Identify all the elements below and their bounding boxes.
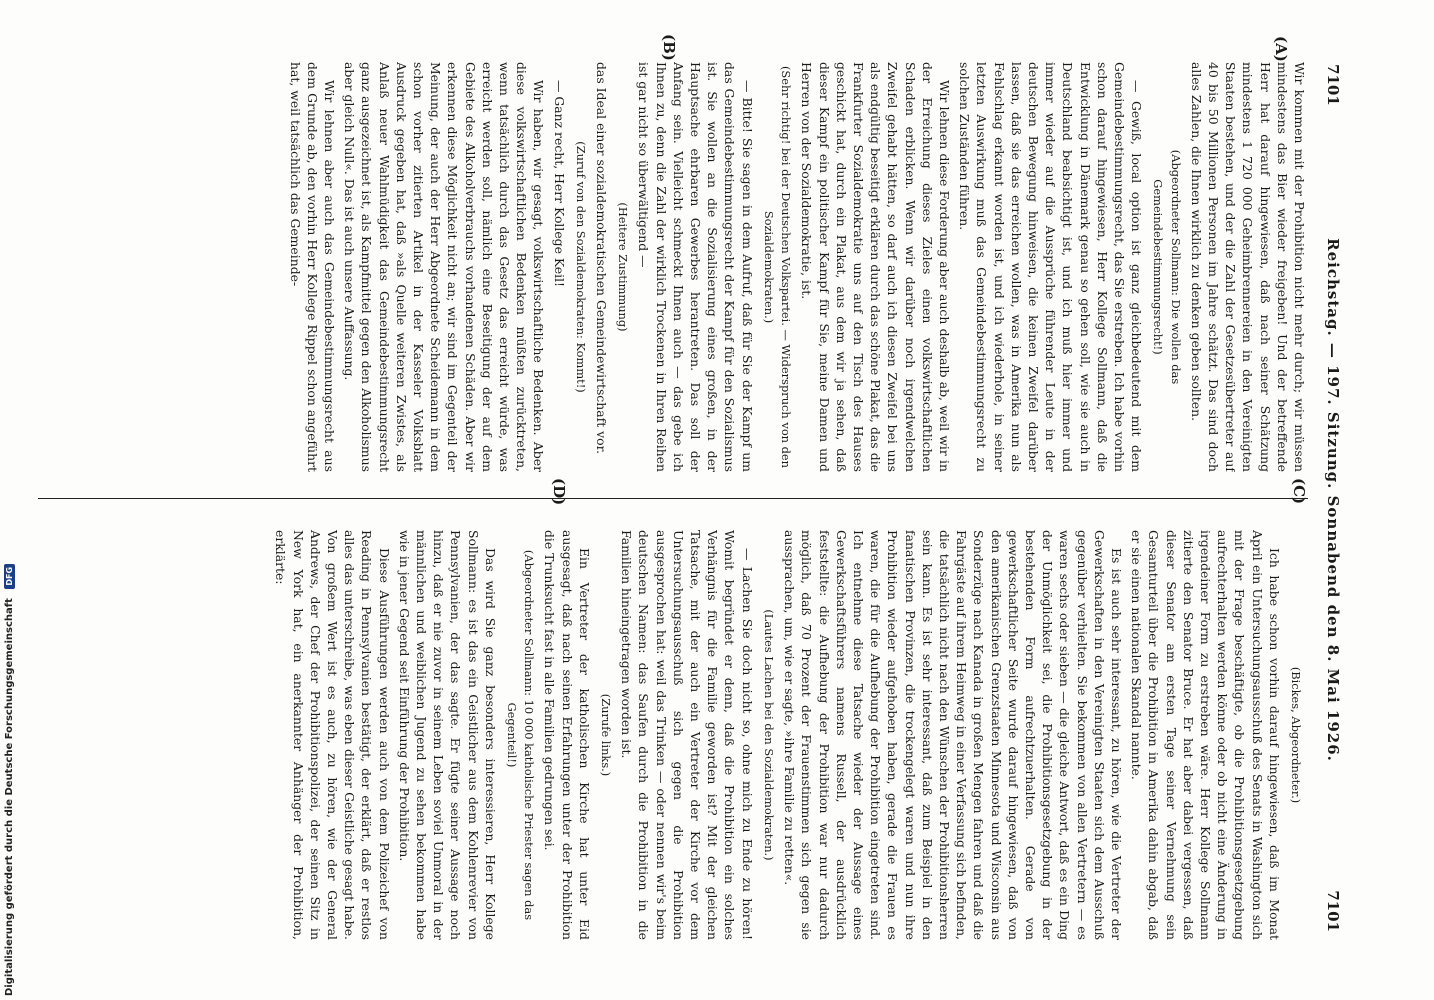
paragraph: Ich habe schon vorhin darauf hingewiesen, daß im Monat April ein Untersuchungsausschuß des Senats in Washington sich mit der Frage beschäftigte, ob die Prohibitionsgesetzgebung aufrechterhalten werden könne oder ob nicht eine Änderung in irgendeiner Form zu erstreben wäre. Herr Kollege Sollmann zitierte den Senator Bruce. Er hat aber dabei vergessen, daß dieser Senator am ersten Tage seiner Vernehmung sein Gesamturteil über die Prohibition in Amerika dahin abgab, daß er sie einen nationalen Skandal nannte. [1129,530,1282,940]
paragraph: — Gewiß, local option ist ganz gleichbedeutend mit dem Gemeindebestimmungsrecht, das Sie erstreben. Ich habe vorhin schon darauf hingewiesen, Herr Kollege Sollmann, daß die Entwicklung in Dänemark genau so gehen soll, wie sie auch in Deutschland beabsichtigt ist, und ich muß hier immer und immer wieder auf die Aussprüche führender Leute in der deutschen Bewegung hinweisen, die keinen Zweifel darüber lassen, daß sie das erreichen wollen, was in Amerika nun als Fehlschlag erkannt worden ist, und ich wiederhole, in seiner letzten Auswirkung muß das Gemeindebestimmungsrecht zu solchen Zuständen führen. [957,62,1145,472]
column-left [38,62,1308,472]
speaker-line: (Bickes, Abgeordneter.) [1289,666,1303,804]
paragraph: — Ganz recht, Herr Kollege Keil! [551,80,567,288]
paragraph: das Ideal einer sozialdemokratischen Gemeindewirtschaft vor. [594,62,610,455]
interjection: (Sehr richtig! bei der Deutschen Volkspartei. — Widerspruch von den Sozialdemokraten.) [761,65,794,468]
paragraph: Das wird Sie ganz besonders interessieren, Herr Kollege Sollmann: es ist das ein Geistlicher aus dem Kohlenrevier von Pennsylvanien, der das sagte. Er fügte seiner Aussage noch hinzu, daß er nie zuvor in seinem Leben soviel Unmoral in der männlichen und weiblichen Jugend zu sehen bekommen habe wie in jener Gegend seit Einführung der Prohibition. [396,530,498,940]
paragraph: — Bitte! Sie sagen in dem Aufruf, daß für Sie der Kampf um das Gemeindebestimmungsrecht der Kampf für den Sozialismus ist. Sie wollen an die Sozialisierung eines großen, in der Hauptsache ehrbaren Gewerbes herantreten. Das soll der Anfang sein. Vielleicht schmeckt Ihnen auch — das gebe ich Ihnen zu, denn die Zahl der wirklich Trockenen in Ihren Reihen ist gar nicht so überwältigend — [636,62,755,472]
scan-frame [30,34,1348,942]
margin-mark-a: (A) [1272,36,1290,62]
paragraph: Wir lehnen aber auch das Gemeindebestimmungsrecht aus dem Grunde ab, den vorhin Herr Kollege Rippel schon angeführt hat, weil tatsächlich das Gemeinde- [287,62,338,472]
interjection: (Abgeordneter Sollmann: 10 000 katholische Priester sagen das Gegenteil!) [505,549,537,921]
page-header [1318,58,1348,942]
paragraph: Es ist auch sehr interessant, zu hören, wie die Vertreter der Gewerkschaften in den Vereinigten Staaten sich dem Ausschuß gegenüber verhielten. Sie bekommen von allen Vertretern — es waren sechs oder sieben — die gleiche Antwort, daß es ein Ding der Unmöglichkeit sei, die Prohibitionsgesetzgebung in der bestehenden Form aufrechtzuerhalten. Gerade von gewerkschaftlicher Seite wurde darauf hingewiesen, daß von den amerikanischen Grenzstaaten Minnesota und Wisconsin aus Sonderzüge nach Kanada in großen Mengen fahren und daß die Fahrgäste auf ihrem Heimweg in einer Verfassung sich befinden, die tatsächlich nicht nach den Wünschen der Prohibitionsherren sein kann. Es ist sehr interessant, daß zum Beispiel in den fanatischen Provinzen, die trockengelegt waren und nun ihre Prohibition wieder aufgehoben haben, gerade die Frauen es waren, die für die Aufhebung der Prohibition eingetreten sind. Ich entnehme diese Tatsache wieder der Aussage eines Gewerkschaftsführers namens Russell, der ausdrücklich feststellte: die Aufhebung der Prohibition war nur dadurch möglich, daß 70 Prozent der Frauenstimmen sich gegen sie aussprachen, um, wie er sagte, »ihre Familie zu retten«. [782,530,1124,940]
interjection: (Zuruf von den Sozialdemokraten: Kommt!) [573,141,588,393]
paragraph: Wir haben, wir gesagt, volkswirtschaftliche Bedenken. Aber diese volkswirtschaftlichen Bedenken müßten zurücktreten, wenn tatsächlich durch das Gesetz das erreicht würde, was erreicht werden soll, nämlich eine Beseitigung der auf dem Gebiete des Alkoholverbrauchs vorhandenen Schäden. Aber wir erkennen diese Möglichkeit nicht an; wir sind im Gegenteil der Meinung, der auch der Herr Abgeordnete Scheidemann in dem schon vorher zitierten Artikel in der Kasseler Volksblatt Ausdruck gegeben hat, daß »als Quelle weiteren Zwistes, als Anlaß neuer Wahlmüdigkeit das Gemeindebestimmungsrecht ganz ausgezeichnet ist, als Kampfmittel gegen den Alkoholismus aber gleich Null«. Das ist auch unsere Auffassung. [342,62,547,472]
margin-mark-d: (D) [550,478,568,506]
funding-note: Digitalisierung gefördert durch die Deutsche Forschungsgemeinschaft [4,598,15,996]
paragraph: Diese Ausführungen werden auch von dem Polizeichef von Reading in Pennsylvanien bestätigt, der erklärt, daß er restlos alles das unterschreibe, was eben dieser Geistliche gesagt habe. Von großem Wert ist es auch, zu hören, wie der General Andrews, der Chef der Prohibitionspolizei, der seinen Sitz in New York hat, ein anerkannter Anhänger der Prohibition, erklärte: [273,530,392,940]
paragraph: — Lachen Sie doch nicht so, ohne mich zu Ende zu hören! Womit begründet er denn, daß die Prohibition ein solches Verhängnis für die Familie geworden ist? Mit der gleichen Tatsache, mit der auch ein Vertreter der Kirche vor dem Untersuchungsausschuß sich gegen die Prohibition ausgesprochen hat: weil das Trinken — oder nennen wir's beim deutschen Namen: das Saufen durch die Prohibition in die Familien hineingetragen worden ist. [619,530,755,940]
funding-strip-wrap [4,0,20,996]
page-number-right: 7101 [1324,890,1342,932]
margin-mark-b: (B) [660,34,678,61]
margin-mark-c: (C) [1290,478,1308,505]
paragraph: Wir lehnen diese Forderung aber auch deshalb ab, weil wir in der Erreichung dieses Zieles einen volkswirtschaftlichen Schaden erblicken. Wenn wir darüber noch irgendwelchen Zweifel gehabt hätten, so darf auch ich diesen Zweifel bei uns als endgültig beseitigt erklären durch das schöne Plakat, das die Frankfurter Sozialdemokratie uns auf den Tisch des Hauses geschickt hat, durch ein Plakat, aus dem wir ja sehen, daß dieser Kampf ein politischer Kampf für Sie, meine Damen und Herren von der Sozialdemokratie, ist. [799,62,952,472]
running-title: Reichstag. — 197. Sitzung. Sonnabend den 8. Mai 1926. [1324,238,1342,762]
interjection: (Abgeordneter Sollmann: Die wollen das Gemeindebestimmungsrecht!) [1151,149,1183,385]
paragraph: Ein Vertreter der katholischen Kirche hat unter Eid ausgesagt, daß nach seinen Erfahrungen unter der Prohibition die Trunksucht fast in alle Familien gedrungen sei. [542,530,592,940]
interjection: (Zurufe links.) [599,693,614,777]
paragraph: Wir kommen mit der Prohibition nicht mehr durch; wir müssen mindestens das Bier wieder freigeben! Und der betreffende Herr hat darauf hingewiesen, daß nach seiner Schätzung mindestens 1 720 000 Geheimbrennereien in den Vereinigten Staaten bestehen, und der die Zahl der Gesetzesübertreter auf 40 bis 50 Millionen Personen im Jahre schätzt. Das sind doch alles Zahlen, die Ihnen wirklich zu denken geben sollten. [1188,62,1307,472]
page-number-left: 7101 [1324,64,1342,106]
column-divider [38,498,1308,499]
column-right [38,530,1308,940]
dfg-logo: DFG [4,564,15,589]
interjection: (Lautes Lachen bei den Sozialdemokraten.) [761,609,776,861]
interjection: (Heitere Zustimmung) [616,202,631,332]
